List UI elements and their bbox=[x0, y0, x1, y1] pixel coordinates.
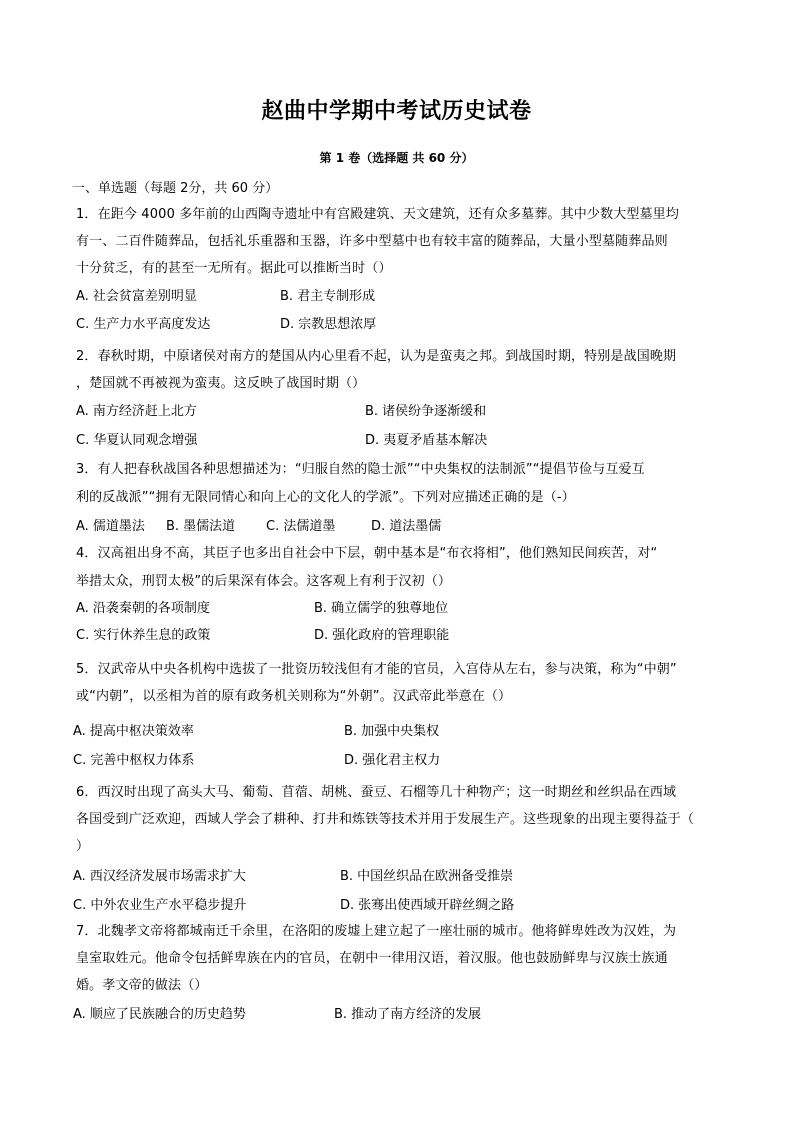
question-4-option-c[interactable]: C. 实行休养生息的政策 bbox=[76, 628, 211, 643]
question-7-line-1: 7．北魏孝文帝将都城南迁千余里，在洛阳的废墟上建立起了一座壮丽的城市。他将鲜卑姓改为汉姓，为 bbox=[76, 924, 677, 939]
question-3-line-1: 3．有人把春秋战国各种思想描述为：“归服自然的隐士派”“中央集权的法制派”“提倡节俭与互爱互 bbox=[76, 462, 645, 477]
question-4-line-1: 4．汉高祖出身不高，其臣子也多出自社会中下层，朝中基本是“布衣将相”，他们熟知民间疾苦，对“ bbox=[76, 546, 658, 561]
question-3-option-c[interactable]: C. 法儒道墨 bbox=[266, 519, 336, 534]
question-4-option-d[interactable]: D. 强化政府的管理职能 bbox=[314, 628, 450, 643]
section-heading: 一、单选题（每题 2分，共 60 分） bbox=[72, 181, 279, 196]
question-3-option-a[interactable]: A. 儒道墨法 bbox=[76, 519, 145, 534]
question-1-line-2: 有一、二百件随葬品，包括礼乐重器和玉器，许多中型墓中也有较丰富的随葬品，大量小型墓随葬品则 bbox=[76, 234, 668, 249]
question-5-line-1: 5．汉武帝从中央各机构中选拔了一批资历较浅但有才能的官员，入宫侍从左右，参与决策，称为“中朝” bbox=[76, 662, 677, 677]
question-1-option-d[interactable]: D. 宗教思想浓厚 bbox=[280, 317, 377, 332]
question-6-line-3: ） bbox=[76, 839, 90, 854]
question-7-option-b[interactable]: B. 推动了南方经济的发展 bbox=[334, 1007, 482, 1022]
question-6-line-2: 各国受到广泛欢迎，西域人学会了耕种、打井和炼铁等技术并用于发展生产。这些现象的出现主要得益于（ bbox=[76, 812, 695, 827]
question-6-option-d[interactable]: D. 张骞出使西域开辟丝绸之路 bbox=[340, 898, 515, 913]
question-1-line-1: 1．在距今 4000 多年前的山西陶寺遗址中有宫殿建筑、天文建筑，还有众多墓葬。其中少数大型墓里均 bbox=[76, 207, 679, 222]
question-6-option-b[interactable]: B. 中国丝织品在欧洲备受推崇 bbox=[340, 869, 514, 884]
question-4-line-2: 举措太众，刑罚太极”的后果深有体会。这客观上有利于汉初（） bbox=[76, 574, 452, 589]
question-2-option-a[interactable]: A. 南方经济赶上北方 bbox=[76, 404, 197, 419]
question-7-line-3: 婚。孝文帝的做法（） bbox=[76, 978, 208, 993]
question-2-option-b[interactable]: B. 诸侯纷争逐渐缓和 bbox=[365, 404, 487, 419]
question-2-line-2: ，楚国就不再被视为蛮夷。这反映了战国时期（） bbox=[76, 376, 366, 391]
question-3-option-d[interactable]: D. 道法墨儒 bbox=[371, 519, 442, 534]
question-3-line-2: 利的反战派”“拥有无限同情心和向上心的文化人的学派”。下列对应描述正确的是（-） bbox=[76, 490, 575, 505]
question-5-option-b[interactable]: B. 加强中央集权 bbox=[344, 724, 440, 739]
question-5-option-a[interactable]: A. 提高中枢决策效率 bbox=[73, 724, 194, 739]
question-2-option-d[interactable]: D. 夷夏矛盾基本解决 bbox=[365, 433, 488, 448]
question-7-option-a[interactable]: A. 顺应了民族融合的历史趋势 bbox=[73, 1007, 246, 1022]
exam-title: 赵曲中学期中考试历史试卷 bbox=[261, 98, 532, 124]
question-5-line-2: 或“内朝”，以丞相为首的原有政务机关则称为“外朝”。汉武帝此举意在（） bbox=[76, 689, 512, 704]
question-3-option-b[interactable]: B. 墨儒法道 bbox=[166, 519, 236, 534]
question-6-option-a[interactable]: A. 西汉经济发展市场需求扩大 bbox=[73, 869, 246, 884]
question-6-line-1: 6．西汉时出现了高头大马、葡萄、苜蓿、胡桃、蚕豆、石榴等几十种物产；这一时期丝和丝织品在西域 bbox=[76, 785, 677, 800]
question-2-option-c[interactable]: C. 华夏认同观念增强 bbox=[76, 433, 198, 448]
question-6-option-c[interactable]: C. 中外农业生产水平稳步提升 bbox=[73, 898, 247, 913]
question-2-line-1: 2．春秋时期，中原诸侯对南方的楚国从内心里看不起，认为是蛮夷之邦。到战国时期，特别是战国晚期 bbox=[76, 349, 677, 364]
question-7-line-2: 皇室取姓元。他命令包括鲜卑族在内的官员，在朝中一律用汉语，着汉服。他也鼓励鲜卑与汉族士族通 bbox=[76, 951, 668, 966]
question-5-option-d[interactable]: D. 强化君主权力 bbox=[344, 753, 441, 768]
question-1-line-3: 十分贫乏，有的甚至一无所有。据此可以推断当时（） bbox=[76, 261, 392, 276]
question-1-option-b[interactable]: B. 君主专制形成 bbox=[280, 289, 376, 304]
question-4-option-b[interactable]: B. 确立儒学的独尊地位 bbox=[314, 601, 449, 616]
question-1-option-c[interactable]: C. 生产力水平高度发达 bbox=[76, 317, 211, 332]
question-5-option-c[interactable]: C. 完善中枢权力体系 bbox=[73, 753, 195, 768]
paper-subtitle: 第 1 卷（选择题 共 60 分） bbox=[319, 151, 474, 165]
question-1-option-a[interactable]: A. 社会贫富差别明显 bbox=[76, 289, 197, 304]
question-4-option-a[interactable]: A. 沿袭秦朝的各项制度 bbox=[76, 601, 210, 616]
